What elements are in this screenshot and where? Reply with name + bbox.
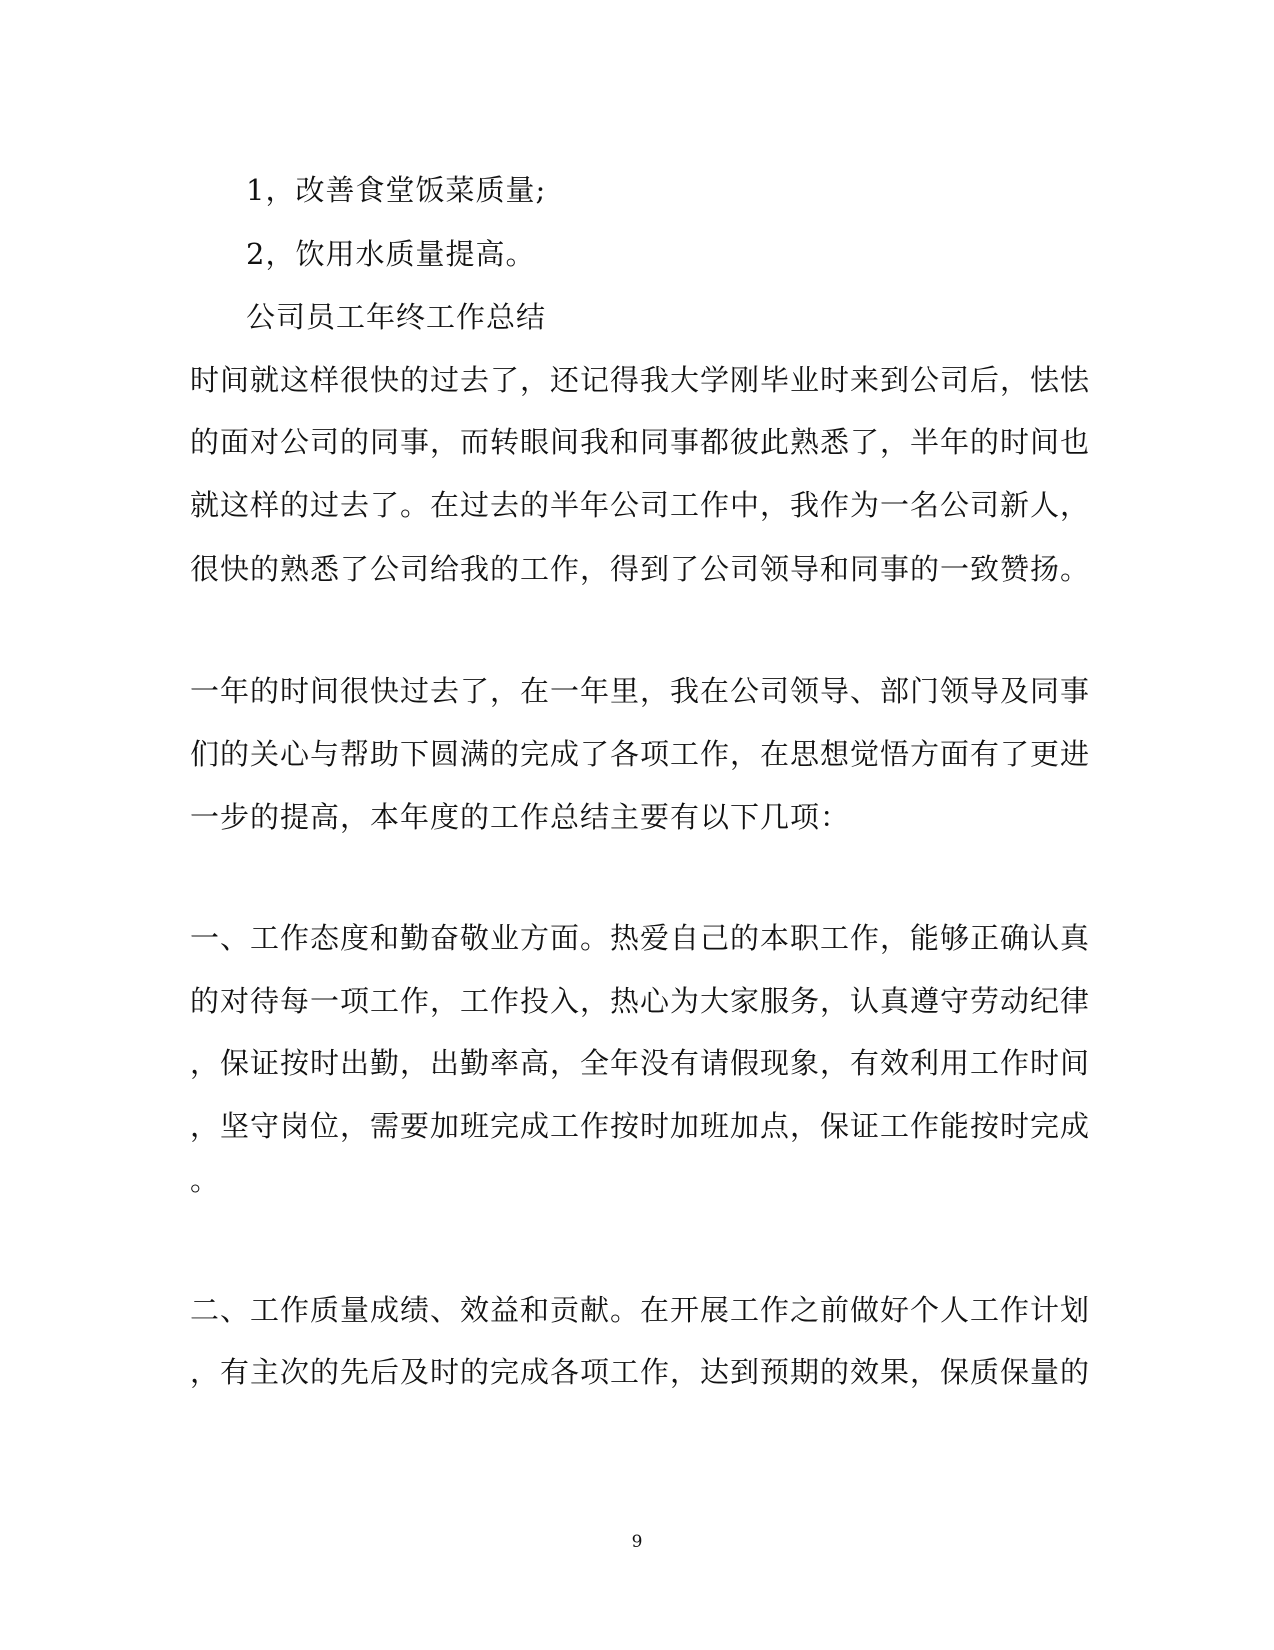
paragraph-line: 时间就这样很快的过去了，还记得我大学刚毕业时来到公司后，怯怯 — [190, 363, 1091, 397]
section-heading: 公司员工年终工作总结 — [246, 300, 547, 334]
paragraph-line: ，坚守岗位，需要加班完成工作按时加班加点，保证工作能按时完成 — [190, 1109, 1091, 1143]
list-item-2: 2，饮用水质量提高。 — [246, 237, 536, 271]
paragraph-line: 。 — [190, 1163, 221, 1197]
paragraph-line: 一、工作态度和勤奋敬业方面。热爱自己的本职工作，能够正确认真 — [190, 921, 1091, 955]
paragraph-line: 的面对公司的同事，而转眼间我和同事都彼此熟悉了，半年的时间也 — [190, 425, 1091, 459]
paragraph-line: 就这样的过去了。在过去的半年公司工作中，我作为一名公司新人， — [190, 488, 1091, 522]
paragraph-line: 们的关心与帮助下圆满的完成了各项工作，在思想觉悟方面有了更进 — [190, 737, 1091, 771]
page-number: 9 — [631, 1532, 643, 1552]
paragraph-line: ，保证按时出勤，出勤率高，全年没有请假现象，有效利用工作时间 — [190, 1046, 1091, 1080]
paragraph-line: 很快的熟悉了公司给我的工作，得到了公司领导和同事的一致赞扬。 — [190, 552, 1091, 586]
paragraph-line: ，有主次的先后及时的完成各项工作，达到预期的效果，保质保量的 — [190, 1355, 1091, 1389]
paragraph-line: 一年的时间很快过去了，在一年里，我在公司领导、部门领导及同事 — [190, 674, 1091, 708]
paragraph-line: 的对待每一项工作，工作投入，热心为大家服务，认真遵守劳动纪律 — [190, 984, 1091, 1018]
list-item-1: 1，改善食堂饭菜质量; — [246, 173, 547, 207]
paragraph-line: 二、工作质量成绩、效益和贡献。在开展工作之前做好个人工作计划 — [190, 1293, 1091, 1327]
paragraph-line: 一步的提高，本年度的工作总结主要有以下几项： — [190, 800, 851, 834]
